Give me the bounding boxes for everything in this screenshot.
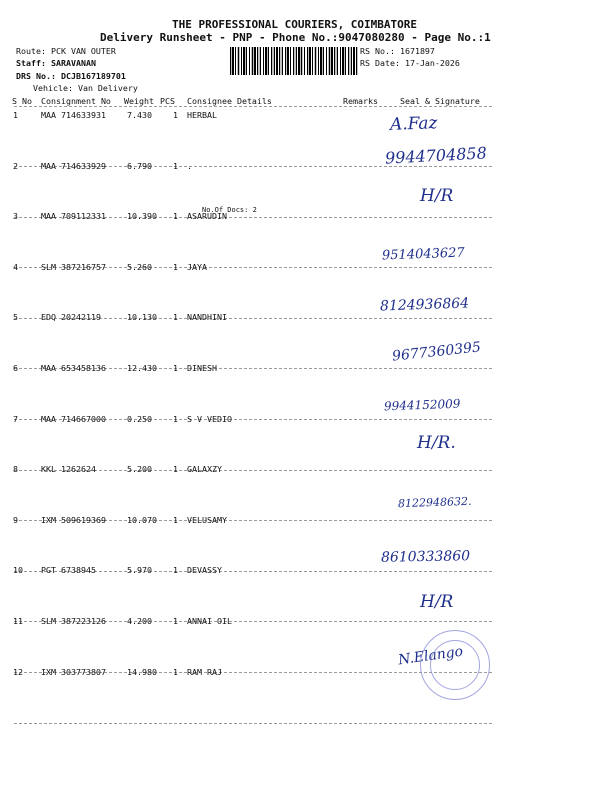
- row-signature: 8122948632.: [397, 494, 472, 511]
- row-consignee: S V VEDIO: [187, 413, 232, 424]
- row-signature: H/R: [420, 592, 454, 612]
- row-consignment-no: EDQ 20242119: [41, 312, 101, 323]
- rs-no: RS No.: 1671897: [360, 46, 435, 56]
- row-signature: H/R.: [417, 433, 456, 453]
- row-weight: 14.980: [127, 666, 157, 677]
- row-pcs: 1: [173, 666, 178, 677]
- row-consignee: RAM RAJ: [187, 666, 222, 677]
- row-weight: 5.200: [127, 464, 152, 475]
- header-rule: [14, 106, 492, 107]
- row-consignee: DEVASSY: [187, 565, 222, 576]
- staff-label: Staff:: [16, 58, 46, 68]
- col-signature: Seal & Signature: [400, 96, 480, 106]
- row-signature: 9944704858: [384, 143, 488, 168]
- row-sno: 1: [13, 110, 18, 120]
- row-sno: 8: [13, 464, 18, 475]
- row-weight: 6.790: [127, 160, 152, 171]
- row-sno: 10: [13, 565, 23, 576]
- row-consignment-no: IXM 509619369: [41, 514, 106, 525]
- row-consignment-no: MAA 653458136: [41, 363, 106, 373]
- row-weight: 0.250: [127, 413, 152, 424]
- row-weight: 10.390: [127, 211, 157, 222]
- row-consignment-no: SLM 387216757: [41, 261, 106, 272]
- col-pcs: PCS: [160, 96, 175, 106]
- row-consignment-no: MAA 714633931: [41, 110, 106, 120]
- row-consignee: JAYA: [187, 261, 207, 272]
- col-remarks: Remarks: [343, 96, 378, 106]
- row-signature: 9944152009: [383, 396, 461, 414]
- row-consignee: VELUSAMY: [187, 514, 227, 525]
- row-sno: 3: [13, 211, 18, 222]
- company-name: THE PROFESSIONAL COURIERS, COIMBATORE: [172, 18, 418, 31]
- row-pcs: 1: [173, 514, 178, 525]
- row-consignment-no: MAA 714633929: [41, 160, 106, 171]
- drs-line: [16, 71, 126, 81]
- row-consignment-no: IXM 303773807: [41, 666, 106, 677]
- row-weight: 5.260: [127, 261, 152, 272]
- row-divider: [14, 723, 492, 724]
- runsheet-title: Delivery Runsheet - PNP - Phone No.:9047080280 - Page No.:1: [100, 31, 491, 44]
- row-signature: 9677360395: [391, 339, 482, 365]
- row-sno: 7: [13, 413, 18, 424]
- row-consignee: HERBAL: [187, 110, 217, 120]
- row-pcs: 1: [173, 211, 178, 222]
- row-sno: 4: [13, 261, 18, 272]
- row-weight: 5.970: [127, 565, 152, 576]
- row-pcs: 1: [173, 312, 178, 323]
- row-pcs: 1: [173, 464, 178, 475]
- staff-line: [16, 58, 96, 68]
- row-signature: N.Elango: [397, 643, 465, 669]
- row-consignee: DINESH: [187, 363, 217, 373]
- row-sno: 6: [13, 363, 18, 373]
- row-pcs: 1: [173, 261, 178, 272]
- row-pcs: 1: [173, 616, 178, 626]
- row-weight: 12.430: [127, 363, 157, 373]
- row-pcs: 1: [173, 160, 178, 171]
- row-consignment-no: SLM 387223126: [41, 616, 106, 626]
- row-weight: 10.130: [127, 312, 157, 323]
- row-consignee: .: [187, 160, 192, 171]
- row-sno: 12: [13, 666, 23, 677]
- staff-value: SARAVANAN: [50, 58, 96, 68]
- drs-value: DCJB167189701: [60, 71, 126, 81]
- row-pcs: 1: [173, 363, 178, 373]
- row-consignment-no: MAA 714667000: [41, 413, 106, 424]
- route-text: Route: PCK VAN OUTER: [16, 46, 116, 56]
- vehicle-text: Vehicle: Van Delivery: [33, 83, 138, 93]
- row-sno: 11: [13, 616, 23, 626]
- row-consignee: NANDHINI: [187, 312, 227, 323]
- drs-label: DRS No.:: [16, 71, 56, 81]
- rs-date: RS Date: 17-Jan-2026: [360, 58, 460, 68]
- row-signature: 8124936864: [379, 295, 470, 315]
- row-weight: 10.070: [127, 514, 157, 525]
- col-sno: S No: [12, 96, 32, 106]
- row-consignment-no: KKL 1262624: [41, 464, 96, 475]
- row-sno: 5: [13, 312, 18, 323]
- row-pcs: 1: [173, 413, 178, 424]
- row-weight: 7.430: [127, 110, 152, 120]
- row-signature: H/R: [420, 186, 454, 206]
- row-pcs: 1: [173, 565, 178, 576]
- row-signature: 9514043627: [381, 245, 465, 264]
- row-note: No.Of Docs: 2: [202, 205, 257, 214]
- row-sno: 2: [13, 160, 18, 171]
- row-consignee: GALAXZY: [187, 464, 222, 475]
- row-consignee: ANNAI OIL: [187, 616, 232, 626]
- row-weight: 4.200: [127, 616, 152, 626]
- row-signature: A.Faz: [389, 113, 438, 135]
- row-consignment-no: PGT 6738945: [41, 565, 96, 576]
- col-consignee: Consignee Details: [187, 96, 272, 106]
- row-pcs: 1: [173, 110, 178, 120]
- row-consignee: ASARUDIN: [187, 211, 227, 222]
- col-consignment: Consignment No: [41, 96, 111, 106]
- row-sno: 9: [13, 514, 18, 525]
- col-weight: Weight: [124, 96, 154, 106]
- row-consignment-no: MAA 709112331: [41, 211, 106, 222]
- row-signature: 8610333860: [380, 548, 471, 566]
